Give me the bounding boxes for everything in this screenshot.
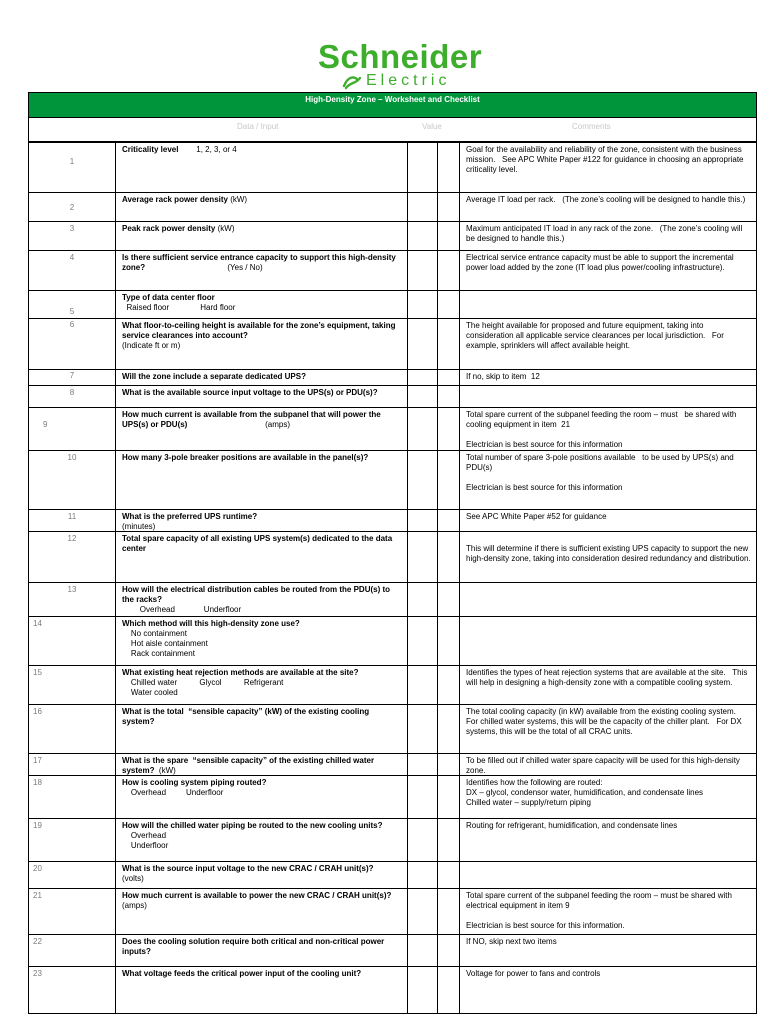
brand-sub: Electric [366, 72, 451, 89]
comment-cell [459, 819, 758, 861]
comment-text: The height available for proposed and future equipment, taking into consideration all applicable service clearances per local jurisdiction. For example, sprinklers will affect available height. [466, 321, 727, 350]
item-number [29, 386, 115, 407]
item-number-text: 15 [33, 668, 42, 677]
item-number-text: 20 [33, 864, 42, 873]
question-option: (minutes) [122, 522, 156, 531]
table-row [28, 509, 757, 531]
comment-cell [459, 193, 758, 221]
worksheet-title: High-Density Zone – Worksheet and Checklist [28, 92, 757, 118]
item-number [29, 193, 115, 221]
question-option: Overhead Underfloor [122, 788, 224, 797]
item-number [29, 617, 115, 665]
table-row [28, 450, 757, 509]
item-number-text: 21 [33, 891, 42, 900]
item-number-text: 17 [33, 756, 42, 765]
question-text: Average rack power density [122, 195, 228, 204]
table-row [28, 192, 757, 221]
table-row [28, 407, 757, 450]
item-number-text: 14 [33, 619, 42, 628]
comment-cell [459, 451, 758, 509]
comment-text: Routing for refrigerant, humidification, and condensate lines [466, 821, 678, 830]
item-number-text: 13 [67, 585, 77, 594]
table-row [28, 966, 757, 1014]
comment-cell [459, 754, 758, 775]
question-text: How will the chilled water piping be routed to the new cooling units? [122, 821, 383, 830]
question-unit: (amps) [122, 891, 403, 910]
question-text: Does the cooling solution require both critical and non-critical power inputs? [122, 937, 387, 956]
item-number [29, 705, 115, 753]
item-number-text: 7 [69, 371, 75, 380]
table-row [28, 665, 757, 704]
comment-text: Identifies the types of heat rejection systems that are available at the site. This will help in designing a high-density zone with a compatible cooling system. [466, 668, 750, 687]
question-text: What voltage feeds the critical power input of the cooling unit? [122, 969, 362, 978]
question-cell [115, 451, 407, 509]
question-cell [115, 889, 407, 934]
question-cell [115, 251, 407, 290]
question-text: What is the source input voltage to the new CRAC / CRAH unit(s)? [122, 864, 374, 873]
table-row [28, 753, 757, 775]
item-number-text: 22 [33, 937, 42, 946]
item-number [29, 754, 115, 775]
question-option: Chilled water Glycol Refrigerant [122, 678, 284, 687]
comment-cell [459, 251, 758, 290]
table-row [28, 775, 757, 818]
question-unit: (kW) [215, 224, 235, 233]
question-option: Overhead Underfloor [122, 605, 242, 614]
item-number [29, 408, 115, 450]
comment-cell [459, 386, 758, 407]
table-row [28, 616, 757, 665]
item-number-text: 4 [69, 253, 75, 262]
question-unit: (kW) [227, 195, 248, 204]
question-text: What is the available source input voltage to the UPS(s) or PDU(s)? [122, 388, 378, 397]
comment-cell [459, 935, 758, 966]
question-cell [115, 617, 407, 665]
question-text: What floor-to-ceiling height is available for the zone’s equipment, taking service clearances into account? [122, 321, 398, 340]
table-row [28, 934, 757, 966]
question-option: Water cooled [122, 688, 178, 697]
question-cell [115, 370, 407, 385]
table-row [28, 888, 757, 934]
schneider-electric-logo [318, 38, 483, 92]
item-number-text: 2 [69, 203, 75, 212]
item-number [29, 776, 115, 818]
item-number-text: 9 [43, 420, 48, 429]
comment-cell [459, 532, 758, 582]
question-text: Will the zone include a separate dedicated UPS? [122, 372, 306, 381]
item-number-text: 3 [69, 224, 75, 233]
question-text: How is cooling system piping routed? [122, 778, 267, 787]
comment-cell [459, 776, 758, 818]
question-cell [115, 193, 407, 221]
comment-text: Total spare current of the subpanel feeding the room – must be shared with cooling equipment in item 21 Electrician is best source for this information [466, 410, 737, 449]
item-number [29, 583, 115, 616]
item-number-text: 5 [69, 307, 75, 316]
table-row [28, 582, 757, 616]
question-text: What is the total “sensible capacity” (kW) of the existing cooling system? [122, 707, 372, 726]
question-text: How will the electrical distribution cables be routed from the PDU(s) to the racks? [122, 585, 393, 604]
item-number [29, 222, 115, 250]
comment-text: Identifies how the following are routed: DX – glycol, condensor water, humidification, and condensate lines Chilled water – supply/return piping [466, 778, 704, 807]
question-unit: (kW) [154, 766, 176, 775]
item-number [29, 370, 115, 385]
question-text: Is there sufficient service entrance capacity to support this high-density zone? [122, 253, 399, 272]
comment-text: Maximum anticipated IT load in any rack of the zone. (The zone’s cooling will be designed to handle this.) [466, 224, 745, 243]
question-cell [115, 510, 407, 531]
question-text: How many 3-pole breaker positions are available in the panel(s)? [122, 453, 369, 462]
column-header-value: Value [422, 122, 442, 131]
table-row [28, 531, 757, 582]
question-option: Raised floor Hard floor [122, 303, 236, 312]
comment-text: Voltage for power to fans and controls [466, 969, 601, 978]
comment-text: See APC White Paper #52 for guidance [466, 512, 607, 521]
question-option: Underfloor [122, 841, 169, 850]
comment-cell [459, 510, 758, 531]
item-number-text: 10 [67, 453, 77, 462]
table-row [28, 385, 757, 407]
item-number-text: 8 [69, 388, 75, 397]
question-cell [115, 583, 407, 616]
comment-text: Total number of spare 3-pole positions available to be used by UPS(s) and PDU(s) Electrician is best source for this information [466, 453, 734, 492]
column-header-comments: Comments [572, 122, 611, 131]
column-header-data: Data / Input [237, 122, 279, 131]
comment-cell [459, 583, 758, 616]
comment-text: The total cooling capacity (in kW) available from the existing cooling system. For chilled water systems, this will be the capacity of the chiller plant. For DX systems, this will be the total of all CRAC units. [466, 707, 744, 736]
item-number [29, 319, 115, 369]
question-cell [115, 143, 407, 192]
comment-cell [459, 889, 758, 934]
column-header-row [28, 118, 757, 142]
comment-cell [459, 862, 758, 888]
table-row [28, 369, 757, 385]
question-cell [115, 319, 407, 369]
question-option: Overhead [122, 831, 167, 840]
table-row [28, 318, 757, 369]
comment-cell [459, 967, 758, 1013]
question-option: No containment [122, 629, 187, 638]
question-option: Hot aisle containment [122, 639, 208, 648]
question-text: Type of data center floor [122, 293, 215, 302]
question-cell [115, 935, 407, 966]
question-option: (Indicate ft or m) [122, 341, 181, 350]
item-number [29, 967, 115, 1013]
question-cell [115, 386, 407, 407]
question-text: What is the spare “sensible capacity” of the existing chilled water system? [122, 756, 377, 775]
item-number [29, 862, 115, 888]
question-unit: (Yes / No) [145, 263, 263, 272]
question-cell [115, 819, 407, 861]
question-option: Rack containment [122, 649, 195, 658]
question-unit: (amps) [187, 420, 291, 429]
item-number-text: 23 [33, 969, 42, 978]
item-number [29, 510, 115, 531]
comment-text: Goal for the availability and reliability of the zone, consistent with the business mission. See APC White Paper #122 for guidance in choosing an appropriate criticality level. [466, 145, 746, 174]
table-row [28, 221, 757, 250]
comment-cell [459, 666, 758, 704]
comment-cell [459, 319, 758, 369]
question-text: Which method will this high-density zone use? [122, 619, 300, 628]
item-number [29, 291, 115, 318]
comment-cell [459, 705, 758, 753]
comment-cell [459, 408, 758, 450]
table-row [28, 818, 757, 861]
item-number [29, 935, 115, 966]
item-number [29, 532, 115, 582]
question-cell [115, 705, 407, 753]
item-number [29, 251, 115, 290]
comment-cell [459, 143, 758, 192]
comment-cell [459, 370, 758, 385]
item-number-text: 19 [33, 821, 42, 830]
table-row [28, 861, 757, 888]
comment-cell [459, 222, 758, 250]
item-number-text: 11 [67, 512, 77, 521]
question-unit: 1, 2, 3, or 4 [178, 145, 237, 154]
question-text: What is the preferred UPS runtime? [122, 512, 258, 521]
question-cell [115, 754, 407, 775]
comment-text: This will determine if there is sufficient existing UPS capacity to support the new high-density zone, taking into consideration desired redundancy and distribution. [466, 544, 751, 563]
item-number [29, 819, 115, 861]
question-option: (volts) [122, 874, 144, 883]
comment-text: To be filled out if chilled water spare capacity will be used for this high-density zone. [466, 756, 743, 775]
checklist-table [28, 142, 757, 1014]
question-cell [115, 862, 407, 888]
item-number [29, 666, 115, 704]
brand-name: Schneider [318, 38, 483, 75]
question-cell [115, 967, 407, 1013]
item-number [29, 889, 115, 934]
item-number [29, 451, 115, 509]
comment-text: If NO, skip next two items [466, 937, 557, 946]
question-text: What existing heat rejection methods are available at the site? [122, 668, 359, 677]
question-text: Total spare capacity of all existing UPS system(s) dedicated to the data center [122, 534, 395, 553]
question-cell [115, 776, 407, 818]
question-text: Peak rack power density [122, 224, 216, 233]
question-cell [115, 666, 407, 704]
question-cell [115, 291, 407, 318]
item-number [29, 143, 115, 192]
question-cell [115, 532, 407, 582]
question-text: How much current is available to power the new CRAC / CRAH unit(s)? [122, 891, 392, 900]
electric-swirl-icon [340, 74, 364, 90]
comment-text: Total spare current of the subpanel feeding the room – must be shared with electrical equipment in item 9 Electrician is best source for this information. [466, 891, 732, 930]
comment-cell [459, 617, 758, 665]
item-number-text: 1 [69, 157, 75, 166]
table-row [28, 250, 757, 290]
item-number-text: 18 [33, 778, 42, 787]
question-text: Criticality level [122, 145, 179, 154]
question-cell [115, 408, 407, 450]
comment-text: Average IT load per rack. (The zone’s cooling will be designed to handle this.) [466, 195, 746, 204]
comment-cell [459, 291, 758, 318]
item-number-text: 12 [67, 534, 77, 543]
question-text: How much current is available from the subpanel that will power the UPS(s) or PDU(s) [122, 410, 383, 429]
item-number-text: 6 [69, 320, 75, 329]
table-row [28, 142, 757, 192]
question-cell [115, 222, 407, 250]
comment-text: If no, skip to item 12 [466, 372, 540, 381]
item-number-text: 16 [33, 707, 42, 716]
comment-text: Electrical service entrance capacity must be able to support the incremental power load added by the zone (IT load plus power/cooling infrastructure). [466, 253, 736, 272]
table-row [28, 290, 757, 318]
table-row [28, 704, 757, 753]
